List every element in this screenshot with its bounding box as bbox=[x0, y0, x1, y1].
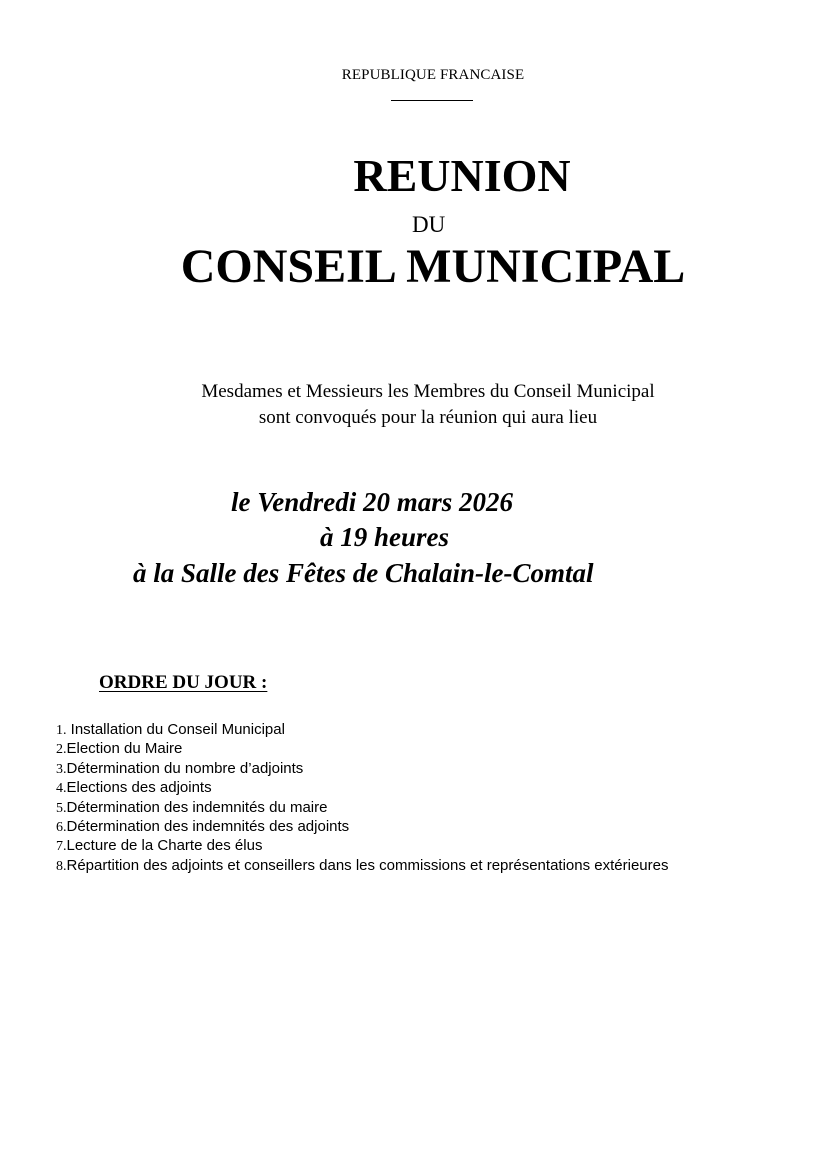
title-conseil-municipal: CONSEIL MUNICIPAL bbox=[180, 240, 686, 293]
agenda-item-number: 4. bbox=[56, 781, 67, 797]
agenda-item bbox=[56, 759, 668, 778]
agenda-item-number: 8. bbox=[56, 858, 67, 874]
intro-line-2: sont convoqués pour la réunion qui aura lieu bbox=[258, 407, 598, 428]
intro-line-1: Mesdames et Messieurs les Membres du Conseil Municipal bbox=[201, 381, 655, 402]
meeting-date: le Vendredi 20 mars 2026 bbox=[231, 487, 514, 517]
agenda-item bbox=[56, 836, 668, 855]
agenda-item bbox=[56, 778, 668, 797]
agenda-item-number: 6. bbox=[56, 819, 67, 835]
heading-divider bbox=[391, 100, 473, 101]
agenda-item-number: 7. bbox=[56, 839, 67, 855]
agenda-item-number: 5. bbox=[56, 800, 67, 816]
agenda-item bbox=[56, 739, 668, 758]
agenda-item-text: Election du Maire bbox=[66, 740, 183, 758]
agenda-item-text: Lecture de la Charte des élus bbox=[66, 837, 263, 855]
title-du: DU bbox=[412, 212, 446, 237]
agenda-list bbox=[56, 720, 668, 875]
meeting-place: à la Salle des Fêtes de Chalain-le-Comtal bbox=[133, 558, 594, 588]
republique-heading: REPUBLIQUE FRANCAISE bbox=[341, 67, 525, 83]
agenda-item-text: Répartition des adjoints et conseillers dans les commissions et représentations extérieures bbox=[66, 856, 669, 874]
agenda-item bbox=[56, 817, 668, 836]
agenda-item-number: 1. bbox=[56, 723, 67, 738]
agenda-item-text: Détermination des indemnités du maire bbox=[66, 798, 328, 816]
agenda-item-number: 3. bbox=[56, 761, 67, 777]
meeting-time: à 19 heures bbox=[320, 522, 450, 552]
convocation-intro bbox=[0, 379, 827, 431]
agenda-heading: ORDRE DU JOUR : bbox=[99, 672, 268, 693]
agenda-item bbox=[56, 856, 668, 875]
agenda-item bbox=[56, 798, 668, 817]
title-reunion: REUNION bbox=[353, 150, 571, 201]
agenda-item bbox=[56, 720, 668, 739]
agenda-item-text: Détermination des indemnités des adjoints bbox=[66, 817, 350, 835]
agenda-item-text: Elections des adjoints bbox=[66, 779, 212, 797]
agenda-item-text: Détermination du nombre d’adjoints bbox=[66, 759, 304, 777]
agenda-item-number: 2. bbox=[56, 742, 67, 758]
agenda-item-text: Installation du Conseil Municipal bbox=[66, 721, 285, 738]
